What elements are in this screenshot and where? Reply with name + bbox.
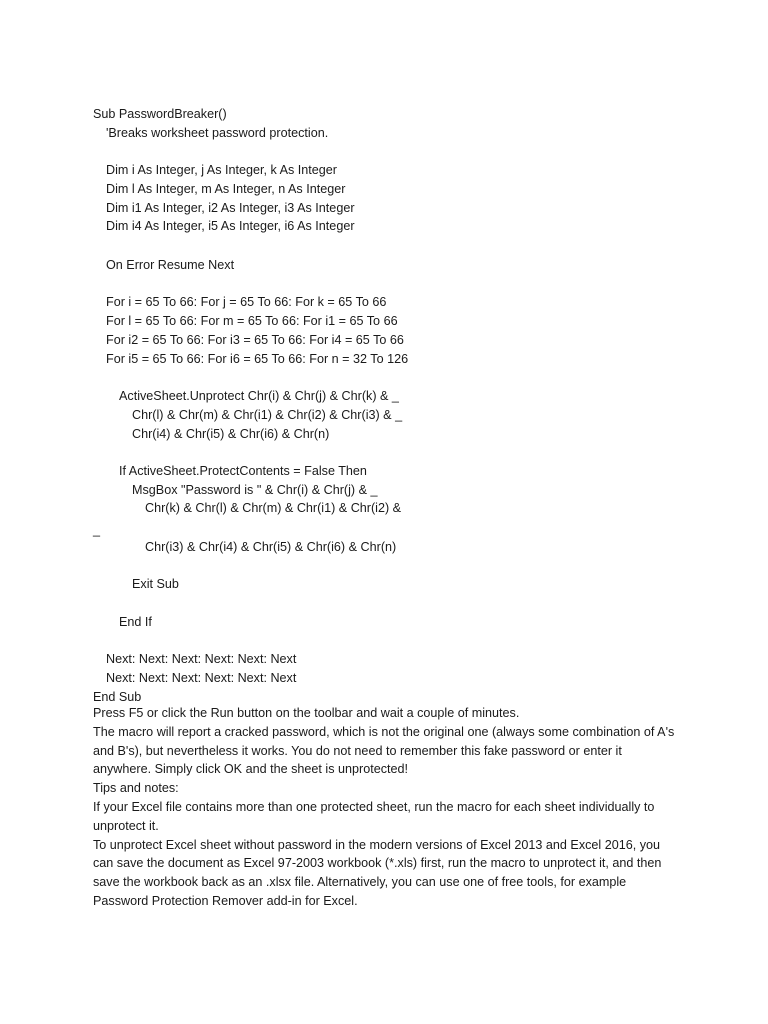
code-line-end-if: End If: [119, 615, 152, 629]
notes-section: [93, 704, 683, 911]
code-line-dim-1: Dim i As Integer, j As Integer, k As Integer: [106, 163, 338, 177]
code-line-unprotect-1: ActiveSheet.Unprotect Chr(i) & Chr(j) & Chr(k) & _: [119, 389, 399, 403]
code-line-sub-start: Sub PasswordBreaker(): [93, 107, 227, 121]
code-line-unprotect-3: Chr(i4) & Chr(i5) & Chr(i6) & Chr(n): [132, 427, 330, 441]
run-instruction-text: Press F5 or click the Run button on the toolbar and wait a couple of minutes.: [93, 706, 520, 720]
tip-multiple-sheets: If your Excel file contains more than one protected sheet, run the macro for each sheet individually to unprotect it.: [93, 799, 655, 833]
code-line-dim-2: Dim l As Integer, m As Integer, n As Integer: [106, 182, 346, 196]
code-line-unprotect-2: Chr(l) & Chr(m) & Chr(i1) & Chr(i2) & Chr(i3) & _: [132, 408, 403, 422]
code-line-if: If ActiveSheet.ProtectContents = False Then: [119, 464, 367, 478]
tips-heading: Tips and notes:: [93, 781, 179, 796]
code-line-for-2: For l = 65 To 66: For m = 65 To 66: For i1 = 65 To 66: [106, 314, 398, 328]
result-text: The macro will report a cracked password, which is not the original one (always some combination of A's and B's), but nevertheless it works. You do not need to remember this fake password or enter it anywhere. Simply click OK and the sheet is unprotected!: [93, 724, 675, 777]
tip-modern-excel: To unprotect Excel sheet without password in the modern versions of Excel 2013 and Excel 2016, you can save the document as Excel 97-2003 workbook (*.xls) first, run the macro to unprotect it, and then save the workbook back as an .xlsx file. Alternatively, you can use one of free tools, for example Password Protection Remover add-in for Excel.: [93, 837, 662, 908]
code-line-msgbox-3: Chr(i3) & Chr(i4) & Chr(i5) & Chr(i6) & Chr(n): [145, 540, 397, 554]
code-line-exit-sub: Exit Sub: [132, 577, 179, 591]
code-line-next-2: Next: Next: Next: Next: Next: Next: [106, 671, 297, 685]
code-line-for-1: For i = 65 To 66: For j = 65 To 66: For k = 65 To 66: [106, 295, 387, 309]
code-line-msgbox-2: Chr(k) & Chr(l) & Chr(m) & Chr(i1) & Chr(i2) &: [145, 501, 402, 515]
code-line-dim-4: Dim i4 As Integer, i5 As Integer, i6 As Integer: [106, 219, 355, 233]
code-line-msgbox-1: MsgBox "Password is " & Chr(i) & Chr(j) & _: [132, 483, 378, 497]
code-line-end-sub: End Sub: [93, 690, 142, 704]
code-line-dim-3: Dim i1 As Integer, i2 As Integer, i3 As Integer: [106, 201, 355, 215]
code-line-continuation: _: [93, 523, 101, 537]
code-line-comment: 'Breaks worksheet password protection.: [106, 126, 329, 140]
code-line-on-error: On Error Resume Next: [106, 258, 235, 272]
code-line-for-4: For i5 = 65 To 66: For i6 = 65 To 66: For n = 32 To 126: [106, 352, 409, 366]
code-line-for-3: For i2 = 65 To 66: For i3 = 65 To 66: For i4 = 65 To 66: [106, 333, 404, 347]
code-line-next-1: Next: Next: Next: Next: Next: Next: [106, 652, 297, 666]
